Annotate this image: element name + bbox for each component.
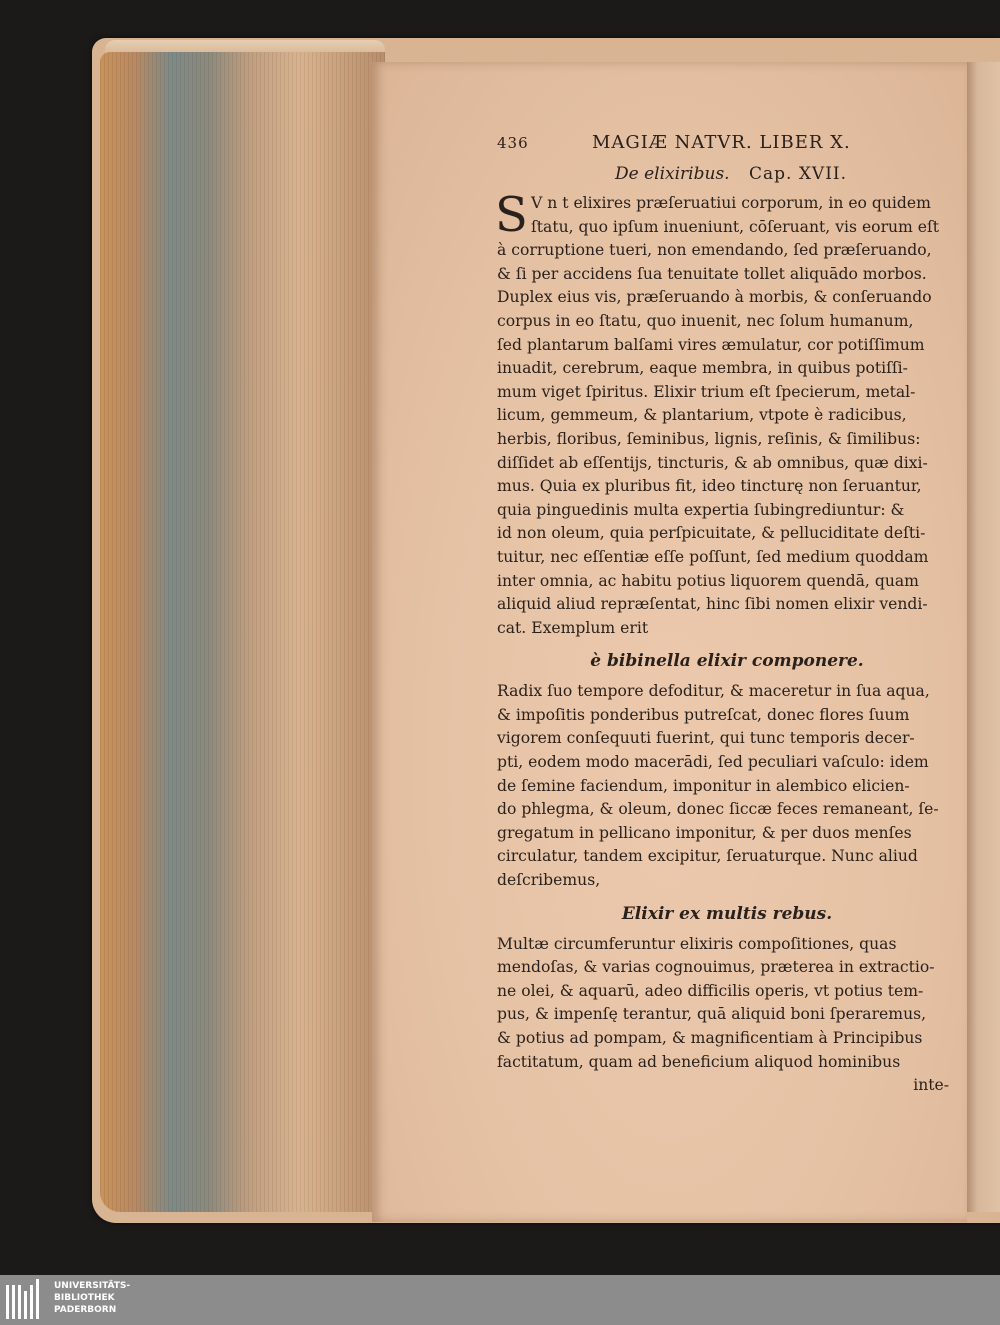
text-line: gregatum in pellicano imponitur, & per duos menſes — [497, 823, 912, 842]
paragraph-1 — [495, 187, 957, 640]
logo-line: PADERBORN — [54, 1305, 117, 1315]
text-line: quia pinguedinis multa expertia ſubingrediuntur: & — [497, 500, 905, 519]
library-logo-text — [54, 1280, 130, 1316]
drop-cap: S — [495, 187, 528, 243]
text-line: corpus in eo ſtatu, quo inuenit, nec ſolum humanum, — [497, 311, 914, 330]
text-line: cat. Exemplum erit — [497, 618, 649, 637]
text-line: deſcribemus, — [497, 871, 601, 890]
text-line: & ſi per accidens ſua tenuitate tollet aliquādo morbos. — [497, 264, 927, 283]
text-line: ſed plantarum balſami vires æmulatur, cor potiſſimum — [497, 335, 925, 354]
chapter-number: Cap. XVII. — [749, 164, 848, 184]
page-text — [497, 130, 957, 1098]
text-line: aliquid aliud repræſentat, hinc ſibi nomen elixir vendi- — [497, 595, 928, 614]
logo-line: UNIVERSITÄTS- — [54, 1281, 131, 1291]
text-line: pti, eodem modo macerādi, ſed peculiari vaſculo: idem — [497, 753, 929, 772]
text-line: à corruptione tueri, non emendando, ſed præſeruando, — [497, 241, 932, 260]
section-heading: è bibinella elixir componere. — [590, 651, 864, 672]
running-head-title: MAGIÆ NATVR. LIBER X. — [592, 132, 851, 153]
text-line: do phlegma, & oleum, donec ſiccæ feces remaneant, ſe- — [497, 800, 939, 819]
text-line: inter omnia, ac habitu potius liquorem quendā, quam — [497, 571, 919, 590]
chapter-subject: De elixiribus. — [615, 164, 730, 184]
text-line: diſſidet ab eſſentijs, tincturis, & ab omnibus, quæ dixi- — [497, 453, 928, 472]
library-logo-icon — [6, 1279, 46, 1319]
text-line: & impoſitis ponderibus putreſcat, donec flores ſuum — [497, 705, 910, 724]
text-line: vigorem conſequuti fuerint, qui tunc temporis decer- — [497, 729, 915, 748]
catchword: inte- — [913, 1076, 949, 1095]
section-heading: Elixir ex multis rebus. — [621, 903, 833, 924]
text-line: herbis, floribus, ſeminibus, lignis, reſinis, & ſimilibus: — [497, 429, 921, 448]
text-line: mendoſas, & varias cognouimus, præterea in extractio- — [497, 958, 935, 977]
chapter-heading — [497, 164, 957, 192]
logo-line: BIBLIOTHEK — [54, 1293, 115, 1303]
paragraph-3 — [497, 933, 957, 1098]
text-line: Radix ſuo tempore defoditur, & maceretur in ſua aqua, — [497, 682, 930, 701]
facing-page-edge — [962, 62, 1000, 1212]
paragraph-2 — [497, 680, 957, 892]
page-number: 436 — [497, 134, 529, 152]
text-line: Multæ circumferuntur elixiris compoſitiones, quas — [497, 934, 897, 953]
text-line: de ſemine faciendum, imponitur in alembico elicien- — [497, 776, 910, 795]
text-line: & potius ad pompam, & magnificentiam à Principibus — [497, 1029, 923, 1047]
text-line: licum, gemmeum, & plantarium, vtpote è radicibus, — [497, 406, 907, 425]
text-line: mum viget ſpiritus. Elixir trium eſt ſpecierum, metal- — [497, 382, 916, 401]
text-line: ne olei, & aquarū, adeo difficilis operis, vt potius tem- — [497, 981, 924, 1000]
text-line: mus. Quia ex pluribus fit, ideo tincturę non ſeruantur, — [497, 477, 922, 496]
text-line: tuitur, nec eſſentiæ eſſe poſſunt, ſed medium quoddam — [497, 547, 929, 566]
text-line: factitatum, quam ad beneficium aliquod hominibus — [497, 1052, 901, 1071]
text-line: inuadit, cerebrum, eaque membra, in quibus potiſſi- — [497, 359, 908, 378]
running-head — [497, 130, 957, 160]
page-fore-edges — [100, 52, 385, 1212]
text-line: ſtatu, quo ipſum inueniunt, cōſeruant, vis eorum eſt — [531, 217, 940, 236]
library-footer — [0, 1275, 1000, 1325]
text-line: circulatur, tandem excipitur, ſeruaturque. Nunc aliud — [497, 847, 918, 866]
text-line: V n t elixires præſeruatiui corporum, in eo quidem — [531, 194, 931, 212]
text-line: id non oleum, quia perſpicuitate, & pelluciditate deſti- — [497, 524, 926, 543]
text-line: Duplex eius vis, præſeruando à morbis, & conſeruando — [497, 288, 932, 307]
text-line: pus, & impenſę terantur, quā aliquid boni ſperaremus, — [497, 1005, 927, 1024]
